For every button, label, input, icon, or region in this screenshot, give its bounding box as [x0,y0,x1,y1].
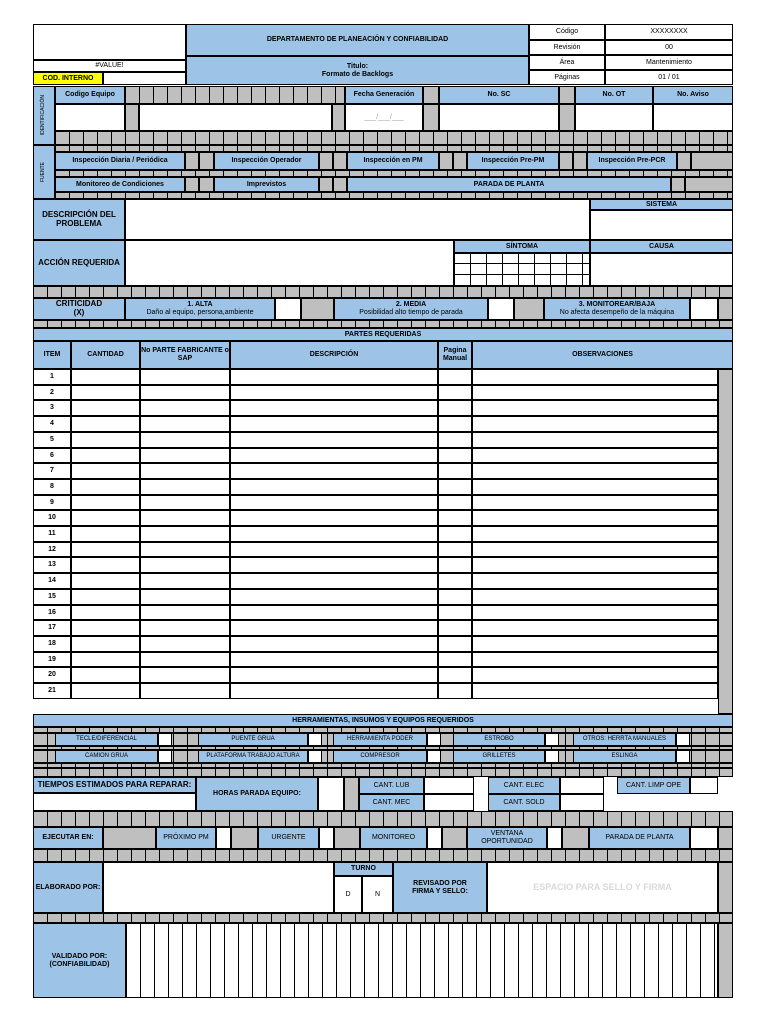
cell-pagina[interactable] [438,605,472,620]
criticidad-media-title: 2. MEDIA [395,301,427,309]
cell-pagina[interactable] [438,432,472,448]
tool-checkbox[interactable] [427,750,441,763]
cell-observaciones[interactable] [472,479,718,495]
cell-no-parte[interactable] [140,589,230,605]
ejecutar-monitoreo[interactable]: MONITOREO [360,827,427,849]
checkbox-criticidad-media[interactable] [488,298,514,320]
ejecutar-ventana[interactable]: VENTANA OPORTUNIDAD [467,827,547,849]
gray-cell [562,827,589,849]
cell-cantidad[interactable] [71,667,140,683]
cell-item: 7 [33,463,71,479]
tool-0-1[interactable]: PUENTE GRUA [198,733,308,746]
cell-observaciones[interactable] [472,652,718,667]
cell-pagina[interactable] [438,385,472,400]
equipment-name-field[interactable] [139,104,332,131]
sistema-field[interactable] [590,210,733,240]
tool-1-2[interactable]: COMPRESOR [333,750,427,763]
cell-observaciones[interactable] [472,542,718,557]
cell-observaciones[interactable] [472,636,718,652]
ejecutar-urgente[interactable]: URGENTE [258,827,319,849]
cell-descripcion[interactable] [230,495,438,510]
cell-pagina[interactable] [438,510,472,526]
cell-observaciones[interactable] [472,510,718,526]
cant-limp-field[interactable] [690,777,718,794]
checkbox-inspeccion-diaria[interactable] [185,152,199,170]
tiempos-field[interactable] [33,793,196,811]
source-side-label: FUENTE [40,162,47,182]
cell-pagina[interactable] [438,479,472,495]
cell-cantidad[interactable] [71,385,140,400]
cell-descripcion[interactable] [230,479,438,495]
gray-cell [103,827,156,849]
cant-lub-label: CANT. LUB [359,777,424,794]
codigo-equipo-header: Codigo Equipo [55,86,125,104]
cell-no-parte[interactable] [140,683,230,699]
source-side [33,145,55,199]
cell-cantidad[interactable] [71,526,140,542]
checkbox-urgente[interactable] [319,827,334,849]
gray-cell [573,152,587,170]
cell-pagina[interactable] [438,557,472,573]
gray-strip [33,913,733,923]
accion-requerida-field[interactable] [125,240,454,286]
col-pagina-manual: Pagina Manual [438,341,472,369]
cell-cantidad[interactable] [71,432,140,448]
descripcion-problema-field[interactable] [125,199,590,240]
gray-cell [718,298,733,320]
cell-observaciones[interactable] [472,605,718,620]
criticidad-alta-desc: Daño al equipo, persona,ambiente [146,309,254,316]
department-title: DEPARTAMENTO DE PLANEACIÓN Y CONFIABILIDAD [186,24,529,56]
no-sc-field[interactable] [439,104,559,131]
gray-cell [718,923,733,998]
validado-grid[interactable] [126,923,718,998]
cell-item: 17 [33,620,71,636]
cell-no-parte[interactable] [140,448,230,463]
gray-cell [559,86,575,104]
cell-cantidad[interactable] [71,400,140,416]
cell-no-parte[interactable] [140,479,230,495]
cell-item: 3 [33,400,71,416]
cell-item: 11 [33,526,71,542]
cell-cantidad[interactable] [71,495,140,510]
cell-item: 8 [33,479,71,495]
cant-sold-label: CANT. SOLD [488,794,560,811]
cell-cantidad[interactable] [71,479,140,495]
elaborado-label: ELABORADO POR: [33,862,103,913]
cell-item: 5 [33,432,71,448]
source-inspeccion-operador[interactable]: Inspección Operador [214,152,319,170]
col-descripcion: DESCRIPCIÓN [230,341,438,369]
cell-observaciones[interactable] [472,557,718,573]
no-sc-header: No. SC [439,86,559,104]
descripcion-problema-label: DESCRIPCIÓN DEL PROBLEMA [33,199,125,240]
cell-observaciones[interactable] [472,400,718,416]
source-inspeccion-pre-pcr[interactable]: Inspección Pre-PCR [587,152,677,170]
cell-pagina[interactable] [438,667,472,683]
ejecutar-proximo-pm[interactable]: PRÓXIMO PM [156,827,216,849]
cell-observaciones[interactable] [472,667,718,683]
gray-strip [125,86,345,104]
cell-pagina[interactable] [438,589,472,605]
tool-1-0[interactable]: CAMION GRUA [55,750,158,763]
cell-descripcion[interactable] [230,636,438,652]
cell-item: 15 [33,589,71,605]
cell-item: 21 [33,683,71,699]
identification-side-label: IDENTIFICACIÓN [40,95,47,136]
checkbox-monitoreo-exec[interactable] [427,827,442,849]
gray-cell [718,862,733,913]
turno-header: TURNO [334,862,393,876]
gray-cell [691,152,733,170]
cell-no-parte[interactable] [140,620,230,636]
cell-pagina[interactable] [438,495,472,510]
gray-strip [33,768,733,777]
tool-1-1[interactable]: PLATAFORMA TRABAJO ALTURA [198,750,308,763]
cant-mec-field[interactable] [424,794,474,811]
accion-requerida-label: ACCIÓN REQUERIDA [33,240,125,286]
title-value: Formato de Backlogs [321,70,394,78]
cell-cantidad[interactable] [71,683,140,699]
gray-cell [344,777,359,811]
codigo-equipo-field[interactable] [55,104,125,131]
cell-descripcion[interactable] [230,526,438,542]
source-parada-planta[interactable]: PARADA DE PLANTA [347,177,671,192]
col-no-parte: No PARTE FABRICANTE o SAP [140,341,230,369]
identification-side [33,86,55,145]
checkbox-parada-planta-exec[interactable] [690,827,718,849]
gray-cell [301,298,334,320]
gray-cell [333,152,347,170]
cell-observaciones[interactable] [472,416,718,432]
cell-descripcion[interactable] [230,667,438,683]
cell-observaciones[interactable] [472,683,718,699]
source-inspeccion-pm[interactable]: Inspección en PM [347,152,439,170]
cell-no-parte[interactable] [140,463,230,479]
cell-no-parte[interactable] [140,526,230,542]
tiempos-label: TIEMPOS ESTIMADOS PARA REPARAR: [33,777,196,793]
cell-item: 20 [33,667,71,683]
cell-observaciones[interactable] [472,463,718,479]
gray-strip [33,286,733,298]
cell-observaciones[interactable] [472,495,718,510]
horas-parada-field[interactable] [318,777,344,811]
tool-0-2[interactable]: HERRAMIENTA PODER [333,733,427,746]
meta-value-codigo: XXXXXXXX [605,24,733,40]
cell-cantidad[interactable] [71,636,140,652]
checkbox-inspeccion-operador[interactable] [319,152,333,170]
parts-section-title: PARTES REQUERIDAS [33,328,733,341]
tool-0-4[interactable]: OTROS: HERRTA MANUALES [573,733,676,746]
gray-cell [125,104,139,131]
tools-section-title: HERRAMIENTAS, INSUMOS Y EQUIPOS REQUERIDOS [33,714,733,727]
cell-no-parte[interactable] [140,652,230,667]
cant-mec-label: CANT. MEC [359,794,424,811]
no-ot-header: No. OT [575,86,653,104]
cell-pagina[interactable] [438,416,472,432]
cell-no-parte[interactable] [140,400,230,416]
gray-strip [33,811,733,827]
fecha-generacion-header: Fecha Generación [345,86,423,104]
tool-checkbox[interactable] [676,750,690,763]
tool-1-3[interactable]: GRILLETES [453,750,545,763]
col-cantidad: CANTIDAD [71,341,140,369]
gray-strip [55,145,733,152]
cell-item: 2 [33,385,71,400]
cell-cantidad[interactable] [71,463,140,479]
criticidad-alta-title: 1. ALTA [187,301,213,309]
cell-no-parte[interactable] [140,416,230,432]
cell-pagina[interactable] [438,542,472,557]
elaborado-field[interactable] [103,862,334,913]
cell-pagina[interactable] [438,400,472,416]
meta-value-revision: 00 [605,40,733,55]
gray-cell [685,177,733,192]
cell-cantidad[interactable] [71,510,140,526]
validado-label: VALIDADO POR: (CONFIABILIDAD) [33,923,126,998]
cell-descripcion[interactable] [230,683,438,699]
checkbox-ventana[interactable] [547,827,562,849]
tool-checkbox[interactable] [308,750,322,763]
criticidad-baja-title: 3. MONITOREAR/BAJA [578,301,656,309]
gray-cell [718,827,733,849]
cell-descripcion[interactable] [230,620,438,636]
criticidad-media[interactable] [334,298,488,320]
cell-cantidad[interactable] [71,573,140,589]
cell-cantidad[interactable] [71,620,140,636]
cell-observaciones[interactable] [472,526,718,542]
cell-descripcion[interactable] [230,605,438,620]
cell-pagina[interactable] [438,463,472,479]
cell-item: 13 [33,557,71,573]
source-monitoreo[interactable]: Monitoreo de Condiciones [55,177,185,192]
cell-cantidad[interactable] [71,542,140,557]
col-item: ITEM [33,341,71,369]
cell-item: 14 [33,573,71,589]
cell-pagina[interactable] [438,636,472,652]
gray-strip [55,131,733,145]
checkbox-criticidad-alta[interactable] [275,298,301,320]
cell-item: 12 [33,542,71,557]
gray-cell [333,177,347,192]
gray-cell [718,369,733,714]
checkbox-criticidad-baja[interactable] [690,298,718,320]
fecha-generacion-field[interactable]: ___/___/___ [345,104,423,131]
checkbox-parada-planta[interactable] [671,177,685,192]
cell-observaciones[interactable] [472,620,718,636]
sintoma-header: SÍNTOMA [454,240,590,253]
source-inspeccion-diaria[interactable]: Inspección Diaria / Periódica [55,152,185,170]
tool-checkbox[interactable] [545,750,559,763]
cell-descripcion[interactable] [230,589,438,605]
horas-parada-label: HORAS PARADA EQUIPO: [196,777,318,811]
ejecutar-parada-planta[interactable]: PARADA DE PLANTA [589,827,690,849]
ejecutar-label: EJECUTAR EN: [33,827,103,849]
cell-no-parte[interactable] [140,636,230,652]
checkbox-inspeccion-pm[interactable] [439,152,453,170]
tool-1-4[interactable]: ESLINGA [573,750,676,763]
gray-strip [55,170,733,177]
meta-value-paginas: 01 / 01 [605,70,733,85]
cell-observaciones[interactable] [472,573,718,589]
cell-no-parte[interactable] [140,605,230,620]
cell-observaciones[interactable] [472,369,718,385]
gray-strip [55,192,733,199]
meta-label-revision: Revisión [529,40,605,55]
cell-descripcion[interactable] [230,510,438,526]
cell-item: 10 [33,510,71,526]
cell-cantidad[interactable] [71,557,140,573]
cell-descripcion[interactable] [230,400,438,416]
cell-cantidad[interactable] [71,416,140,432]
criticidad-baja[interactable] [544,298,690,320]
criticidad-alta[interactable] [125,298,275,320]
col-observaciones: OBSERVACIONES [472,341,733,369]
no-ot-field[interactable] [575,104,653,131]
cant-elec-label: CANT. ELEC [488,777,560,794]
revisado-label: REVISADO POR FIRMA Y SELLO: [393,862,487,913]
cell-pagina[interactable] [438,526,472,542]
cell-descripcion[interactable] [230,463,438,479]
checkbox-inspeccion-pre-pm[interactable] [559,152,573,170]
tool-checkbox[interactable] [427,733,441,746]
form-title [186,56,529,85]
no-aviso-field[interactable] [653,104,733,131]
tool-checkbox[interactable] [158,750,172,763]
cell-observaciones[interactable] [472,589,718,605]
gray-cell [514,298,544,320]
cant-elec-field[interactable] [560,777,604,794]
cell-no-parte[interactable] [140,495,230,510]
turno-n[interactable]: N [362,876,393,913]
meta-label-codigo: Código [529,24,605,40]
checkbox-monitoreo[interactable] [185,177,199,192]
gray-cell [453,152,467,170]
cant-limp-label: CANT. LIMP OPE [617,777,690,794]
cell-descripcion[interactable] [230,448,438,463]
cell-descripcion[interactable] [230,652,438,667]
gray-cell [442,827,467,849]
cell-no-parte[interactable] [140,432,230,448]
gray-cell [423,104,439,131]
cod-interno-field[interactable] [103,72,186,85]
cell-item: 6 [33,448,71,463]
cell-no-parte[interactable] [140,542,230,557]
cell-observaciones[interactable] [472,432,718,448]
gray-strip [33,320,733,328]
cell-item: 9 [33,495,71,510]
value-error: #VALUE! [33,60,186,72]
no-aviso-header: No. Aviso [653,86,733,104]
gray-cell [231,827,258,849]
cell-descripcion[interactable] [230,542,438,557]
cell-item: 18 [33,636,71,652]
cell-cantidad[interactable] [71,369,140,385]
cant-sold-field[interactable] [560,794,604,811]
cell-item: 16 [33,605,71,620]
checkbox-imprevistos[interactable] [319,177,333,192]
stamp-area[interactable]: ESPACIO PARA SELLO Y FIRMA [487,862,718,913]
tool-checkbox[interactable] [308,733,322,746]
cell-no-parte[interactable] [140,573,230,589]
source-inspeccion-pre-pm[interactable]: Inspección Pre-PM [467,152,559,170]
cell-cantidad[interactable] [71,605,140,620]
gray-cell [334,827,360,849]
checkbox-proximo-pm[interactable] [216,827,231,849]
cell-pagina[interactable] [438,448,472,463]
gray-strip [33,849,733,862]
cell-item: 1 [33,369,71,385]
tool-checkbox[interactable] [676,733,690,746]
cell-no-parte[interactable] [140,510,230,526]
cell-pagina[interactable] [438,683,472,699]
cell-cantidad[interactable] [71,652,140,667]
cell-descripcion[interactable] [230,432,438,448]
source-imprevistos[interactable]: Imprevistos [214,177,319,192]
cell-cantidad[interactable] [71,589,140,605]
turno-d[interactable]: D [334,876,362,913]
causa-header: CAUSA [590,240,733,253]
tool-checkbox[interactable] [545,733,559,746]
cell-no-parte[interactable] [140,369,230,385]
sistema-header: SISTEMA [590,199,733,210]
cant-lub-field[interactable] [424,777,474,794]
cell-observaciones[interactable] [472,448,718,463]
cell-cantidad[interactable] [71,448,140,463]
tool-0-0[interactable]: TECLE/DIFERENCIAL [55,733,158,746]
gray-cell [423,86,439,104]
gray-cell [559,104,575,131]
tool-0-3[interactable]: ESTROBO [453,733,545,746]
cell-pagina[interactable] [438,573,472,589]
logo-area [33,24,186,60]
meta-label-area: Área [529,55,605,70]
cod-interno-label: COD. INTERNO [33,72,103,85]
cell-descripcion[interactable] [230,573,438,589]
cell-descripcion[interactable] [230,385,438,400]
cell-descripcion[interactable] [230,369,438,385]
criticidad-baja-desc: No afecta desempeño de la máquina [559,309,675,316]
criticidad-media-desc: Posibilidad alto tiempo de parada [359,309,463,316]
gray-cell [199,152,214,170]
cell-descripcion[interactable] [230,416,438,432]
causa-field[interactable] [590,253,733,286]
checkbox-inspeccion-pre-pcr[interactable] [677,152,691,170]
sintoma-grid[interactable] [454,253,590,286]
cell-pagina[interactable] [438,620,472,636]
cell-no-parte[interactable] [140,667,230,683]
cell-no-parte[interactable] [140,385,230,400]
meta-value-area: Mantenimiento [605,55,733,70]
cell-pagina[interactable] [438,369,472,385]
cell-no-parte[interactable] [140,557,230,573]
cell-observaciones[interactable] [472,385,718,400]
cell-pagina[interactable] [438,652,472,667]
gray-cell [332,104,345,131]
cell-item: 4 [33,416,71,432]
criticidad-label: CRITICIDAD (X) [33,298,125,320]
cell-descripcion[interactable] [230,557,438,573]
gray-cell [199,177,214,192]
cell-item: 19 [33,652,71,667]
title-label: Titulo: [346,62,369,70]
tool-checkbox[interactable] [158,733,172,746]
meta-label-paginas: Páginas [529,70,605,85]
